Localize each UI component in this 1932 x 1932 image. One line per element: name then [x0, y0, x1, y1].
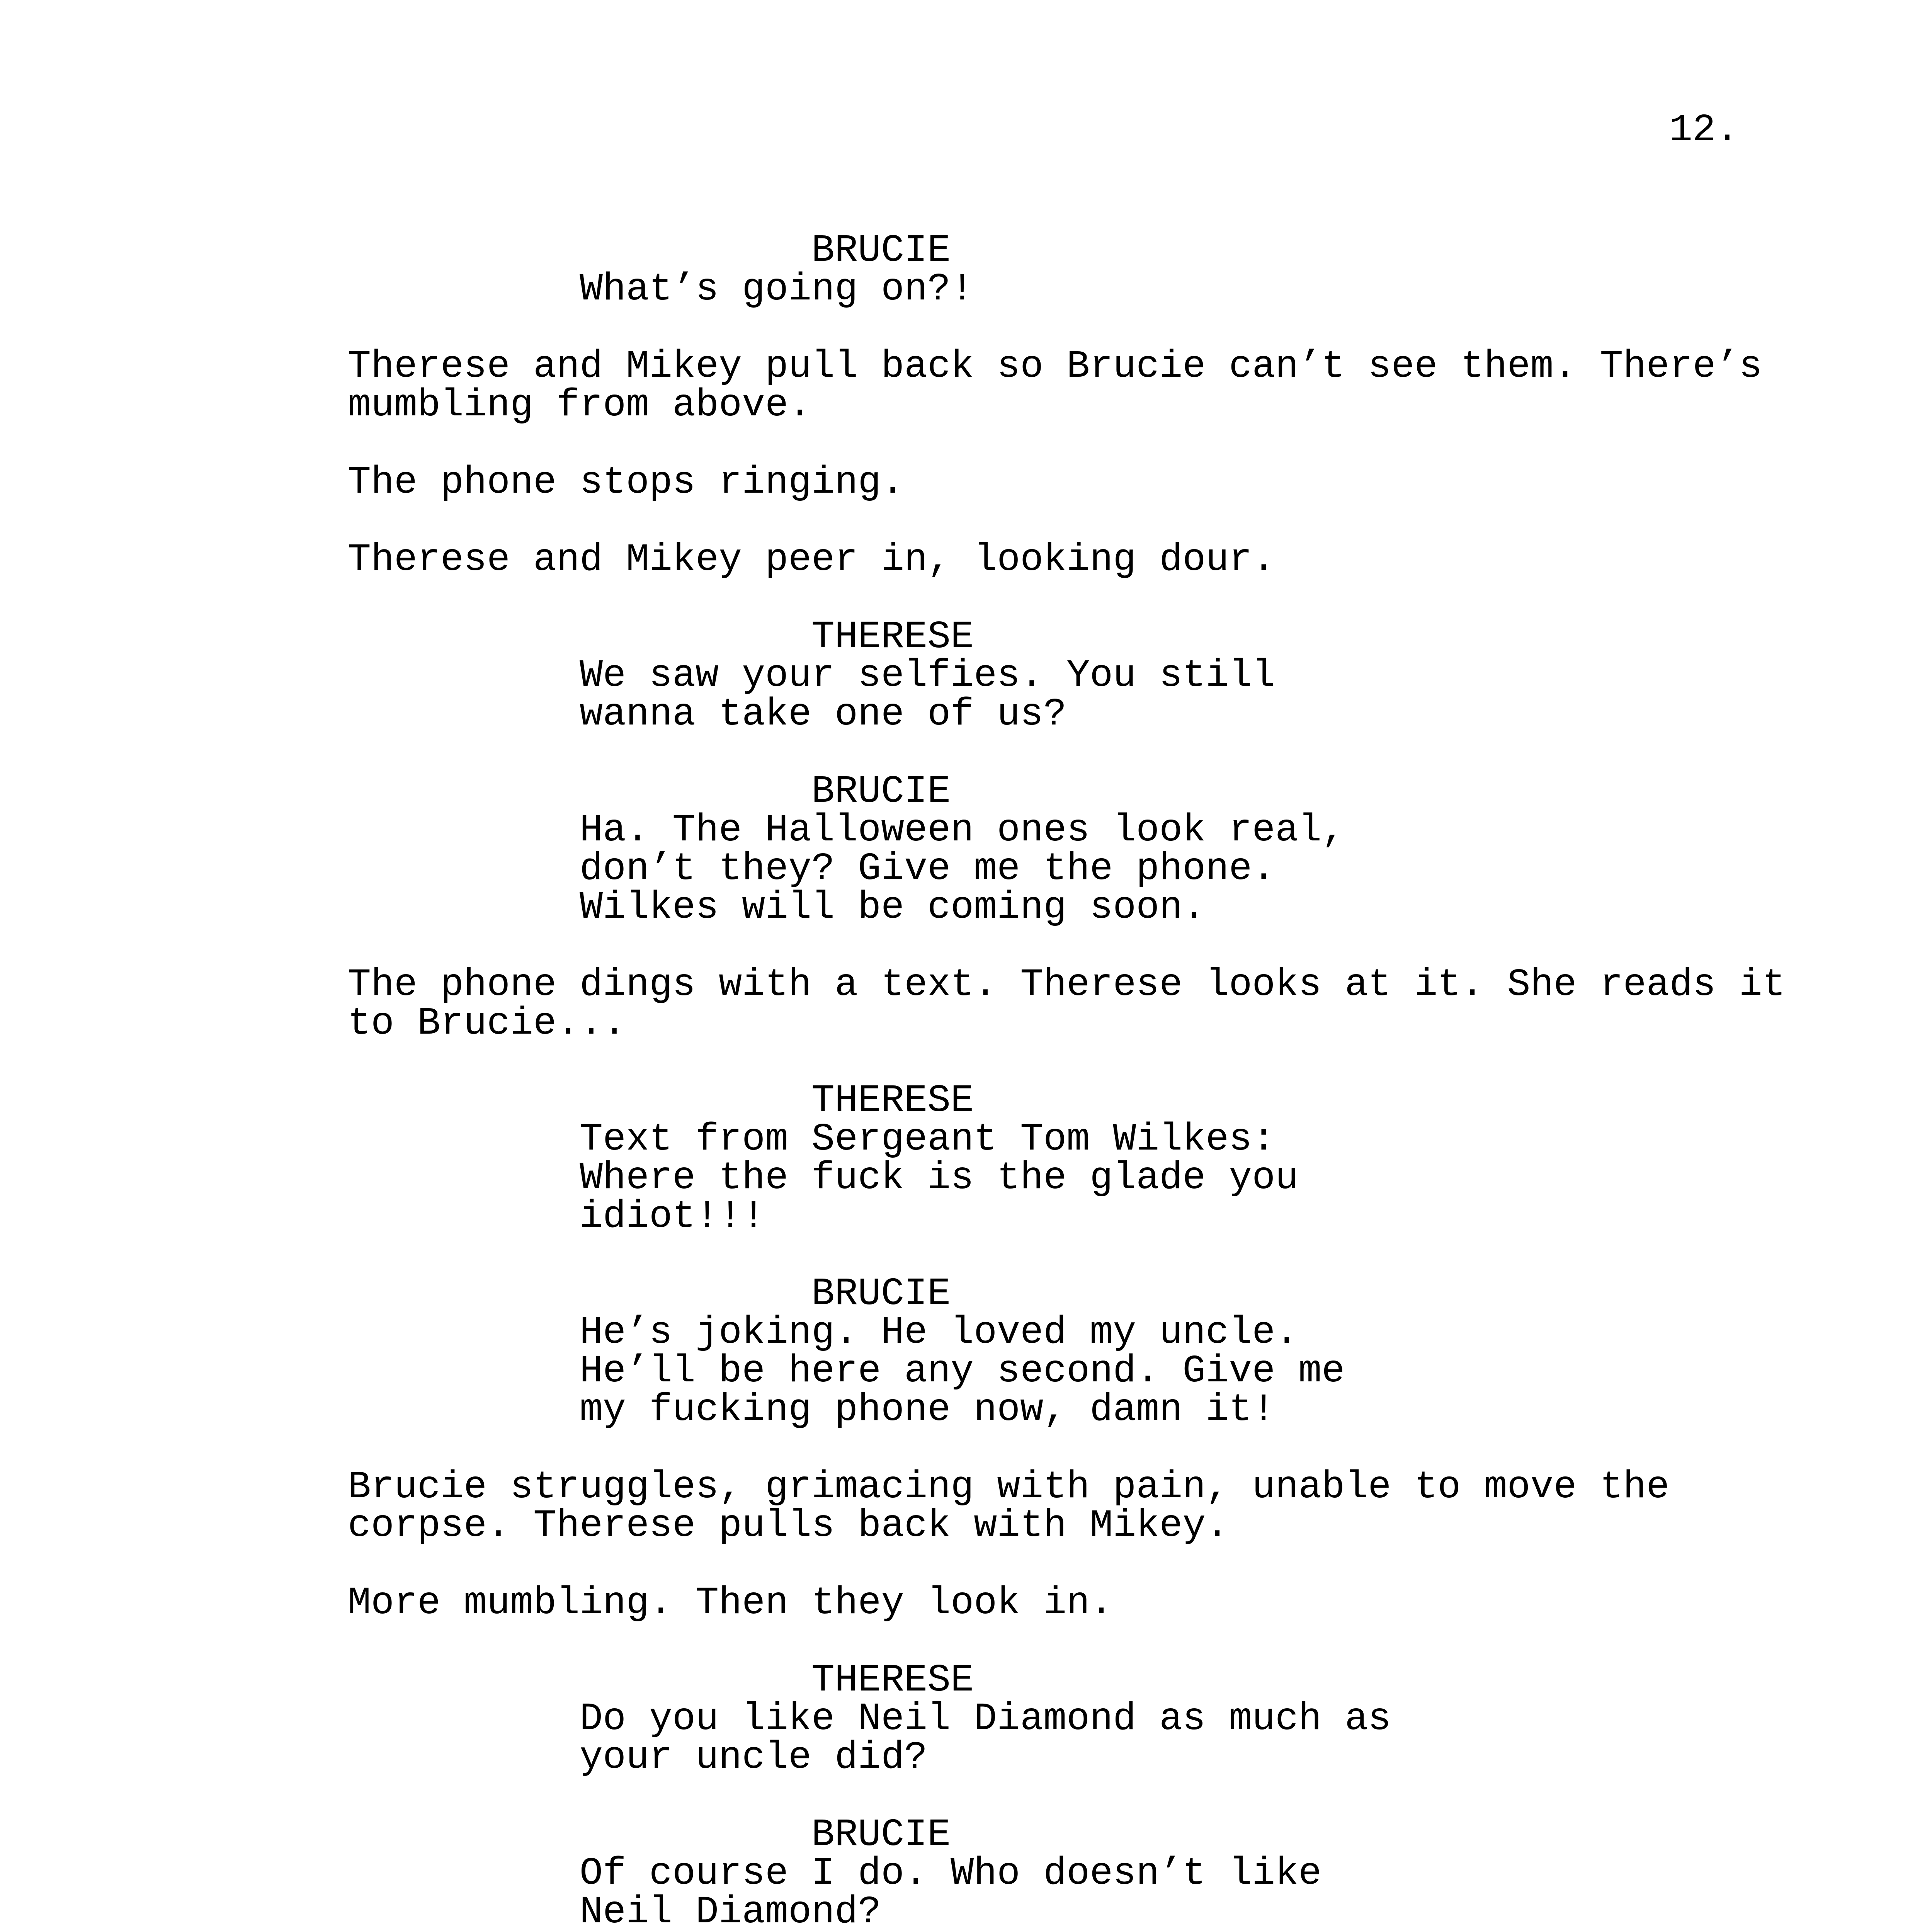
blank-line	[348, 502, 1785, 541]
dialogue-block	[348, 270, 1391, 309]
dialogue-line: Where the fuck is the glade you	[580, 1156, 1299, 1200]
screenplay-body	[348, 229, 1786, 1932]
dialogue-line: your uncle did?	[580, 1736, 928, 1780]
dialogue-line: What’s going on?!	[580, 268, 974, 311]
dialogue-block	[348, 1697, 1391, 1780]
dialogue-block	[348, 1118, 1391, 1239]
blank-line	[348, 1623, 1785, 1662]
action-line: to Brucie...	[348, 1002, 626, 1046]
action-line: corpse. Therese pulls back with Mikey.	[348, 1504, 1229, 1548]
blank-line	[348, 734, 1785, 773]
blank-line	[348, 1236, 1785, 1275]
blank-line	[348, 1777, 1785, 1816]
action-line: Brucie struggles, grimacing with pain, unable to move the	[348, 1466, 1670, 1509]
dialogue-line: He’s joking. He loved my uncle.	[580, 1311, 1299, 1355]
action-block	[348, 1468, 1785, 1546]
action-block	[348, 963, 1786, 1046]
page-number: 12.	[1669, 109, 1739, 152]
dialogue-line: Neil Diamond?	[580, 1891, 881, 1932]
character-cue: BRUCIE	[811, 1272, 951, 1316]
dialogue-block	[348, 654, 1391, 736]
action-line: mumbling from above.	[348, 384, 812, 427]
dialogue-line: He’ll be here any second. Give me	[580, 1350, 1345, 1393]
blank-line	[348, 309, 1785, 348]
character-cue: THERESE	[811, 616, 974, 659]
dialogue-line: wanna take one of us?	[580, 693, 1067, 736]
action-block	[348, 461, 1785, 505]
character-cue: BRUCIE	[811, 770, 951, 814]
blank-line	[348, 927, 1785, 966]
action-line: Therese and Mikey pull back so Brucie can’t see them. There’s	[348, 345, 1762, 389]
dialogue-line: idiot!!!	[580, 1195, 765, 1239]
action-line: The phone dings with a text. Therese looks at it. She reads it	[348, 963, 1786, 1007]
dialogue-block	[348, 1311, 1391, 1432]
action-line: More mumbling. Then they look in.	[348, 1582, 1113, 1625]
action-block	[348, 345, 1785, 427]
character-cue: THERESE	[811, 1079, 974, 1123]
character-cue: BRUCIE	[811, 229, 951, 273]
blank-line	[348, 1430, 1785, 1468]
blank-line	[348, 1546, 1785, 1584]
dialogue-line: Do you like Neil Diamond as much as	[580, 1697, 1391, 1741]
dialogue-line: don’t they? Give me the phone.	[580, 847, 1276, 891]
blank-line	[348, 425, 1785, 464]
dialogue-line: We saw your selfies. You still	[580, 654, 1276, 698]
dialogue-line: Text from Sergeant Tom Wilkes:	[580, 1118, 1276, 1162]
blank-line	[348, 1043, 1785, 1082]
dialogue-line: my fucking phone now, damn it!	[580, 1388, 1276, 1432]
dialogue-block	[348, 809, 1391, 930]
action-line: Therese and Mikey peer in, looking dour.	[348, 538, 1276, 582]
character-cue: THERESE	[811, 1659, 974, 1702]
character-cue: BRUCIE	[811, 1813, 951, 1857]
dialogue-block	[348, 1852, 1391, 1932]
dialogue-line: Ha. The Halloween ones look real,	[580, 809, 1345, 852]
blank-line	[348, 580, 1785, 618]
dialogue-line: Of course I do. Who doesn’t like	[580, 1852, 1322, 1896]
action-line: The phone stops ringing.	[348, 461, 905, 505]
dialogue-line: Wilkes will be coming soon.	[580, 886, 1206, 930]
action-block	[348, 1584, 1785, 1623]
action-block	[348, 538, 1785, 582]
